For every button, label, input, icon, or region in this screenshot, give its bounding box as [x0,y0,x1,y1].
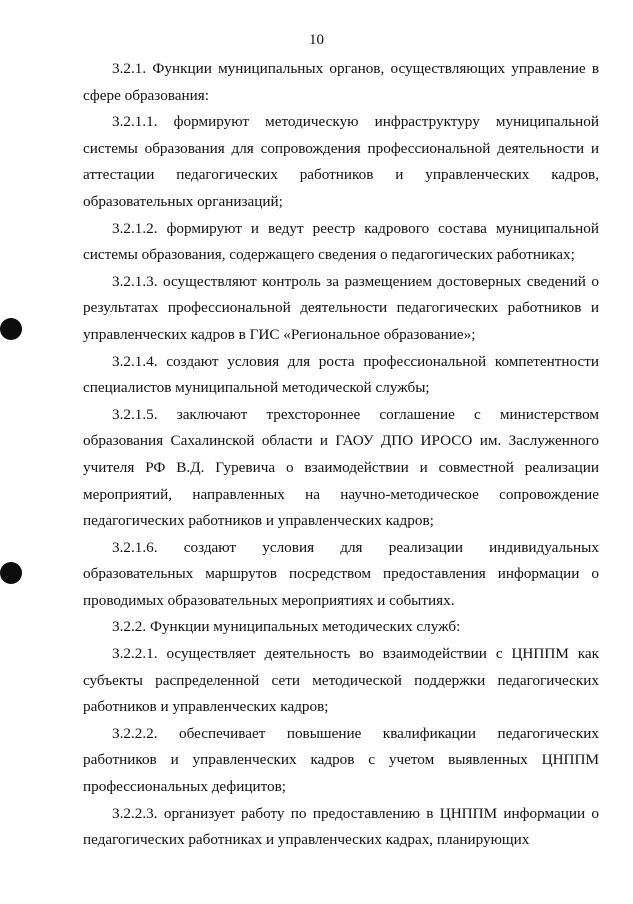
punch-hole-mark [0,562,22,584]
paragraph-3-2-1: 3.2.1. Функции муниципальных органов, осуществляющих управление в сфере образования: [83,60,599,104]
paragraph-3-2-1-4: 3.2.1.4. создают условия для роста профессиональной компетентности специалистов муниципальной методической службы; [83,352,599,397]
paragraph-3-2-2: 3.2.2. Функции муниципальных методических служб: [112,618,461,636]
paragraph-3-2-2-3: 3.2.2.3. организует работу по предоставлению в ЦНППМ информации о педагогических работниках и управленческих кадрах, планирующих [83,804,599,849]
document-body [83,56,599,854]
paragraph-3-2-1-3: 3.2.1.3. осуществляют контроль за размещением достоверных сведений о результатах профессиональной деятельности педагогических работников и управленческих кадров в ГИС «Региональное образование»; [83,272,599,343]
paragraph-3-2-1-5: 3.2.1.5. заключают трехстороннее соглашение с министерством образования Сахалинской области и ГАОУ ДПО ИРОСО им. Заслуженного учителя РФ В.Д. Гуревича о взаимодействии и совместной реализации мероприятий, направленных на научно-методическое сопровождение педагогических работников и управленческих кадров; [83,405,599,530]
paragraph-3-2-1-6: 3.2.1.6. создают условия для реализации индивидуальных образовательных маршрутов посредством предоставления информации о проводимых образовательных мероприятиях и событиях. [83,538,599,609]
paragraph-3-2-1-2: 3.2.1.2. формируют и ведут реестр кадрового состава муниципальной системы образования, содержащего сведения о педагогических работниках; [83,219,599,264]
punch-hole-mark [0,318,22,340]
paragraph-3-2-1-1: 3.2.1.1. формируют методическую инфраструктуру муниципальной системы образования для сопровождения профессиональной деятельности и аттестации педагогических работников и управленческих кадров, образовательных организаций; [83,113,599,210]
paragraph-3-2-2-2: 3.2.2.2. обеспечивает повышение квалификации педагогических работников и управленческих кадров с учетом выявленных ЦНППМ профессиональных дефицитов; [83,724,599,796]
paragraph-3-2-2-1: 3.2.2.1. осуществляет деятельность во взаимодействии с ЦНППМ как субъекты распределенной сети методической поддержки педагогических работников и управленческих кадров; [83,645,599,716]
page-number: 10 [309,32,324,48]
